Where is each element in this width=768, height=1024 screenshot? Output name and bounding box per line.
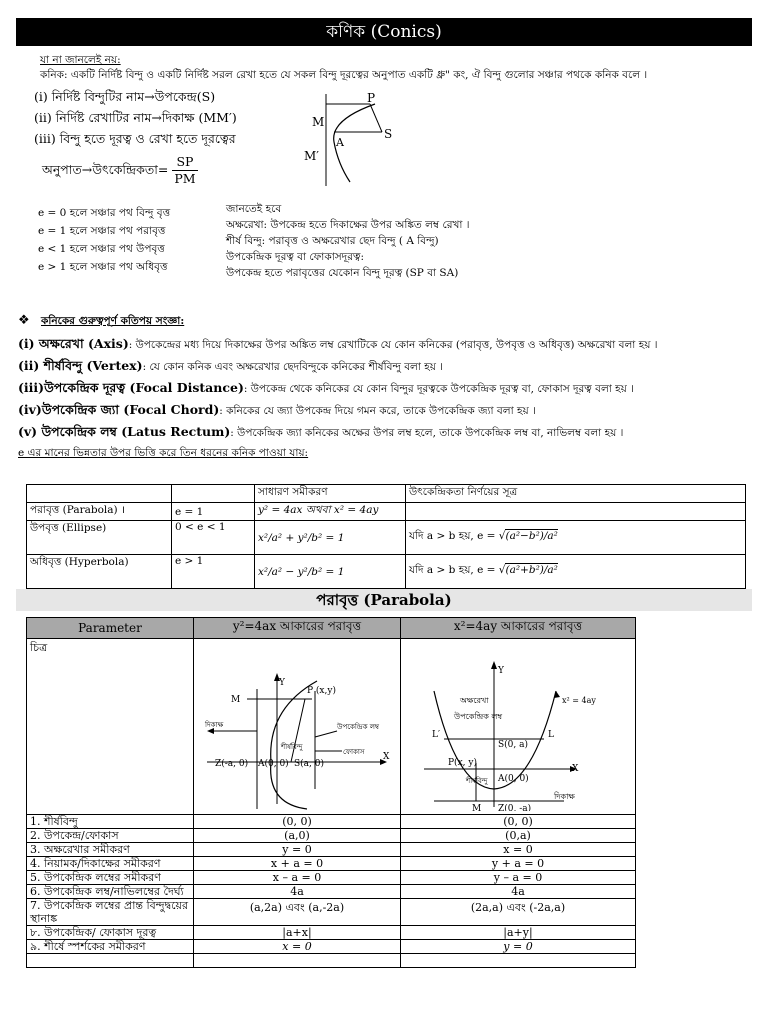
table-row — [27, 871, 636, 885]
definition-axis-label: (i) অক্ষরেখা (Axis) — [18, 336, 129, 351]
ratio-label: অনুপাত→উৎকেন্দ্রিকতা= — [42, 162, 169, 177]
conic-name: উপবৃত্ত (Ellipse) — [27, 521, 172, 555]
table-header-row — [27, 485, 746, 503]
param-cell: ৮. উপকেন্দ্রিক/ ফোকাস দূরত্ব — [27, 926, 194, 940]
table-row — [27, 521, 746, 555]
fig2-lprime: L′ — [432, 730, 441, 740]
fig2-axis: অক্ষরেখা — [460, 696, 489, 705]
sketch-label-s: S — [384, 127, 393, 141]
table-row — [27, 857, 636, 871]
table-row — [27, 829, 636, 843]
definition-focal-chord-label: (iv)উপকেন্দ্রিক জ্যা (Focal Chord) — [18, 402, 220, 417]
definition-focal-chord — [18, 402, 758, 419]
fig2-l: L — [548, 730, 554, 740]
fig2-eq: x² = 4ay — [562, 696, 596, 705]
value-cell-a: (a,0) — [194, 829, 401, 843]
ratio-fraction — [172, 154, 197, 187]
fig1-a: A(0, 0) — [258, 759, 289, 769]
conic-name: অধিবৃত্ত (Hyperbola) — [27, 555, 172, 589]
fig1-m: M — [231, 695, 241, 705]
e-case-4: e > 1 হলে সঞ্চার পথ অধিবৃত্ত — [38, 261, 168, 273]
table-row — [27, 954, 636, 968]
sketch-label-m: M — [312, 115, 325, 129]
conic-e: 0 < e < 1 — [172, 521, 255, 555]
parabola-table — [26, 617, 636, 968]
page-title: কণিক (Conics) — [16, 18, 752, 46]
param-cell: 2. উপকেন্দ্র/ফোকাস — [27, 829, 194, 843]
parabola-header-row — [27, 618, 636, 639]
definition-focal-chord-text: : কনিকের যে জ্যা উপকেন্দ্র দিয়ে গমন করে, তাকে উপকেন্দ্রিক জ্যা বলা হয় । — [219, 405, 536, 417]
fig1-focus: ফোকাস — [343, 748, 365, 756]
e-case-3: e < 1 হলে সঞ্চার পথ উপবৃত্ত — [38, 243, 165, 255]
header-cell: সাধারণ সমীকরণ — [255, 485, 406, 503]
definition-vertex-text: : যে কোন কনিক এবং অক্ষরেখার ছেদবিন্দুকে কনিকের শীর্ষবিন্দু বলা হয় । — [142, 361, 444, 373]
definition-axis-text: : উপকেন্দ্রের মধ্য দিয়ে দিকাক্ষের উপর অঙ্কিত লম্ব রেখাটিকে যে কোন কনিকের (পরাবৃত্ত, উপবৃত্ত ও অধিবৃত্ত) অক্ষরেখা বলা হয় । — [128, 339, 658, 351]
fig2-vertex: শীর্ষবিন্দু — [466, 777, 488, 785]
table-row — [27, 926, 636, 940]
sketch-label-mprime: M′ — [304, 149, 320, 163]
formula-prefix: যদি a > b হয়, e = — [409, 564, 496, 576]
definition-latus-rectum-label: (v) উপকেন্দ্রিক লম্ব (Latus Rectum) — [18, 424, 231, 439]
table-row — [27, 885, 636, 899]
value-cell-a: x = 0 — [194, 940, 401, 954]
value-cell-b: x = 0 — [401, 843, 636, 857]
definition-latus-rectum — [18, 424, 758, 441]
fig2-dir: দিকাক্ষ — [554, 792, 575, 801]
fig1-s: S(a, 0) — [294, 759, 325, 769]
fig1-z: Z(-a, 0) — [215, 759, 249, 769]
parabola-sketch — [300, 90, 410, 190]
parabola-figure-right — [197, 639, 397, 811]
fig1-x: X — [383, 752, 390, 762]
definition-focal-distance — [18, 380, 758, 397]
figure-cell-1 — [194, 639, 401, 815]
definition-focal-distance-text: : উপকেন্দ্র থেকে কনিকের যে কোন বিন্দুর দূরত্বকে উপকেন্দ্রিক দূরত্ব বা, ফোকাস দূরত্ব বলা হয় । — [243, 383, 634, 395]
eccentricity-ratio — [42, 154, 198, 187]
param-cell: 6. উপকেন্দ্রিক লম্ব/নাভিলম্বের দৈর্ঘ্য — [27, 885, 194, 899]
value-cell-a: (a,2a) এবং (a,-2a) — [194, 899, 401, 926]
conic-formula — [406, 521, 746, 555]
parabola-heading: পরাবৃত্ত (Parabola) — [16, 589, 752, 611]
fig2-x: X — [572, 764, 579, 774]
param-cell: 4. নিয়ামক/দিকাক্ষের সমীকরণ — [27, 857, 194, 871]
conic-e: e = 1 — [172, 503, 255, 521]
fig2-s: S(0, a) — [498, 740, 529, 750]
parabola-figure-up — [404, 639, 632, 811]
fig1-y: Y — [279, 678, 285, 688]
param-cell: 5. উপকেন্দ্রিক লম্বের সমীকরণ — [27, 871, 194, 885]
header-y2-4ax: y²=4ax আকারের পরাবৃত্ত — [194, 618, 401, 639]
must-know-axis: অক্ষরেখা: উপকেন্দ্র হতে দিকাক্ষের উপর অঙ্কিত লম্ব রেখা । — [226, 219, 470, 231]
intro-heading: যা না জানলেই নয়: — [40, 54, 121, 66]
conic-name: পরাবৃত্ত (Parabola) । — [27, 503, 172, 521]
value-cell-b: y = 0 — [401, 940, 636, 954]
header-cell: উৎকেন্দ্রিকতা নির্ণয়ের সূত্র — [406, 485, 746, 503]
fig2-a: A(0, 0) — [498, 774, 529, 784]
value-cell-a: x + a = 0 — [194, 857, 401, 871]
conic-types-table — [26, 484, 746, 589]
e-case-2: e = 1 হলে সঞ্চার পথ পরাবৃত্ত — [38, 225, 166, 237]
header-cell — [27, 485, 172, 503]
param-cell: 3. অক্ষরেখার সমীকরণ — [27, 843, 194, 857]
ratio-denominator: PM — [174, 171, 196, 186]
must-know-vertex: শীর্ষ বিন্দু: পরাবৃত্ত ও অক্ষরেখার ছেদ বিন্দু ( A বিন্দু) — [226, 235, 439, 247]
fig2-z: Z(0, -a) — [498, 804, 532, 811]
fig1-p: P (x,y) — [307, 686, 336, 696]
fig1-vertex: শীর্ষবিন্দু — [281, 743, 303, 751]
diamond-bullet-icon: ❖ — [18, 313, 30, 328]
definition-focal-distance-label: (iii)উপকেন্দ্রিক দূরত্ব (Focal Distance) — [18, 380, 244, 395]
sketch-label-p: P — [367, 91, 376, 105]
value-cell-b: 4a — [401, 885, 636, 899]
value-cell-a: |a+x| — [194, 926, 401, 940]
fig2-y: Y — [498, 666, 504, 676]
intro-item-1: (i) নির্দিষ্ট বিন্দুটির নাম→উপকেন্দ্র(S) — [34, 89, 216, 104]
conic-equation: x²/a² − y²/b² = 1 — [255, 555, 406, 589]
must-know-heading: জানতেই হবে — [226, 203, 282, 215]
formula-prefix: যদি a > b হয়, e = — [409, 530, 496, 542]
param-cell: ৯. শীর্ষে স্পর্শকের সমীকরণ — [27, 940, 194, 954]
intro-item-3: (iii) বিন্দু হতে দূরত্ব ও রেখা হতে দূরত্বের — [34, 131, 236, 146]
value-cell-a: (0, 0) — [194, 815, 401, 829]
e-case-1: e = 0 হলে সঞ্চার পথ বিন্দু বৃত্ত — [38, 207, 171, 219]
sqrt-icon: √ — [498, 530, 506, 542]
value-cell-b: |a+y| — [401, 926, 636, 940]
value-cell-b: (0,a) — [401, 829, 636, 843]
value-cell-b: y – a = 0 — [401, 871, 636, 885]
table-row — [27, 503, 746, 521]
sketch-label-a: A — [336, 136, 344, 149]
figure-cell-2 — [401, 639, 636, 815]
param-cell: 7. উপকেন্দ্রিক লম্বের প্রান্ত বিন্দুদ্বয়ের স্থানাঙ্ক — [27, 899, 194, 926]
fig2-p: P(x, y) — [448, 758, 477, 768]
definition-vertex — [18, 358, 758, 375]
figure-label: চিত্র — [27, 639, 194, 815]
value-cell-b: (0, 0) — [401, 815, 636, 829]
fig2-m: M — [472, 804, 482, 811]
header-parameter: Parameter — [27, 618, 194, 639]
definitions-heading-text: কনিকের গুরুত্বপূর্ণ কতিপয় সংজ্ঞা: — [41, 315, 185, 327]
value-cell-b: (2a,a) এবং (-2a,a) — [401, 899, 636, 926]
intro-item-2: (ii) নির্দিষ্ট রেখাটির নাম→দিকাক্ষ (MM′) — [34, 110, 237, 125]
value-cell-b — [401, 954, 636, 968]
definition-vertex-label: (ii) শীর্ষবিন্দু (Vertex) — [18, 358, 143, 373]
header-cell — [172, 485, 255, 503]
e-note: e এর মানের ভিন্নতার উপর ভিত্তি করে তিন ধরনের কনিক পাওয়া যায়: — [18, 447, 309, 459]
table-row — [27, 815, 636, 829]
value-cell-a: 4a — [194, 885, 401, 899]
sqrt-icon: √ — [498, 564, 506, 576]
fig1-dir: দিকাক্ষ — [205, 721, 224, 729]
conic-formula — [406, 503, 746, 521]
conic-definition: কনিক: একটি নির্দিষ্ট বিন্দু ও একটি নির্দিষ্ট সরল রেখা হতে যে সকল বিন্দু দূরত্বের অনুপাত একটি ধ্রু" কং, ঐ বিন্দু গুলোর সঞ্চার পথকে কনিক বলে । — [40, 69, 648, 81]
fig1-lr: উপকেন্দ্রিক লম্ব — [337, 723, 380, 731]
fig2-lr: উপকেন্দ্রিক লম্ব — [454, 712, 503, 721]
figure-row — [27, 639, 636, 815]
conic-equation: y² = 4ax অথবা x² = 4ay — [255, 503, 406, 521]
conic-e: e > 1 — [172, 555, 255, 589]
formula-root: (a²−b²)/a² — [505, 530, 558, 542]
definition-axis — [18, 336, 758, 353]
must-know-focal-heading: উপকেন্দ্রিক দূরত্ব বা ফোকাসদূরত্ব: — [226, 251, 364, 263]
ratio-numerator: SP — [172, 154, 197, 171]
header-x2-4ay: x²=4ay আকারের পরাবৃত্ত — [401, 618, 636, 639]
param-cell: 1. শীর্ষবিন্দু — [27, 815, 194, 829]
table-row — [27, 899, 636, 926]
table-row — [27, 940, 636, 954]
conic-equation: x²/a² + y²/b² = 1 — [255, 521, 406, 555]
formula-root: (a²+b²)/a² — [505, 564, 558, 576]
definitions-heading — [18, 314, 184, 328]
param-cell — [27, 954, 194, 968]
value-cell-a: y = 0 — [194, 843, 401, 857]
conic-formula — [406, 555, 746, 589]
value-cell-a — [194, 954, 401, 968]
table-row — [27, 843, 636, 857]
value-cell-b: y + a = 0 — [401, 857, 636, 871]
value-cell-a: x – a = 0 — [194, 871, 401, 885]
table-row — [27, 555, 746, 589]
must-know-focal-text: উপকেন্দ্র হতে পরাবৃত্তের যেকোন বিন্দু দূরত্ব (SP বা SA) — [226, 267, 459, 279]
definition-latus-rectum-text: : উপকেন্দ্রিক জ্যা কনিকের অক্ষের উপর লম্ব হলে, তাকে উপকেন্দ্রিক লম্ব বা, নাভিলম্ব বলা হয় । — [230, 427, 624, 439]
